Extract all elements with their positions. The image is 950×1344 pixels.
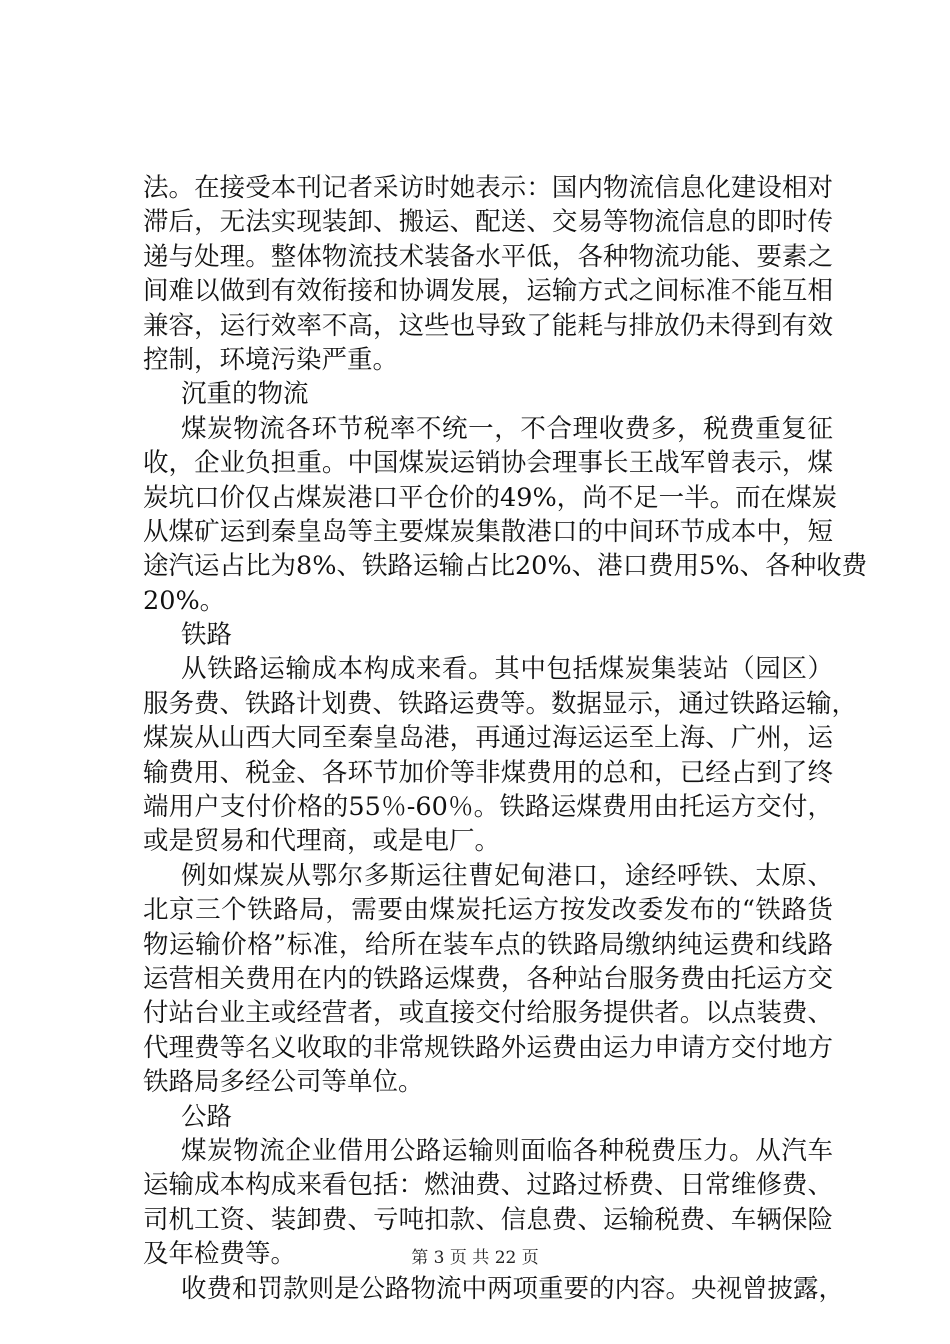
body-text-line: 输费用、税金、各环节加价等非煤费用的总和，已经占到了终 bbox=[143, 757, 833, 788]
body-text-line: 煤炭物流各环节税率不统一，不合理收费多，税费重复征 bbox=[181, 413, 833, 444]
body-text-line: 从铁路运输成本构成来看。其中包括煤炭集装站（园区） bbox=[181, 654, 833, 685]
body-text-line: 北京三个铁路局，需要由煤炭托运方按发改委发布的“铁路货 bbox=[143, 895, 833, 926]
section-heading: 沉重的物流 bbox=[181, 379, 309, 410]
body-text-line: 或是贸易和代理商，或是电厂。 bbox=[143, 826, 501, 857]
body-text-line: 兼容，运行效率不高，这些也导致了能耗与排放仍未得到有效 bbox=[143, 310, 833, 341]
body-text-line: 司机工资、装卸费、亏吨扣款、信息费、运输税费、车辆保险 bbox=[143, 1204, 833, 1235]
body-text-line: 物运输价格”标准，给所在装车点的铁路局缴纳纯运费和线路 bbox=[143, 929, 833, 960]
body-text-line: 递与处理。整体物流技术装备水平低，各种物流功能、要素之 bbox=[143, 241, 833, 272]
body-text-line: 例如煤炭从鄂尔多斯运往曹妃甸港口，途经呼铁、太原、 bbox=[181, 860, 833, 891]
document-body bbox=[143, 171, 868, 1306]
body-text-line: 法。在接受本刊记者采访时她表示：国内物流信息化建设相对 bbox=[143, 173, 833, 203]
body-text-line: 运输成本构成来看包括：燃油费、过路过桥费、日常维修费、 bbox=[143, 1170, 833, 1201]
body-text-line: 煤炭物流企业借用公路运输则面临各种税费压力。从汽车 bbox=[181, 1135, 833, 1166]
body-text-line: 及年检费等。 bbox=[143, 1239, 297, 1270]
body-text-line: 控制，环境污染严重。 bbox=[143, 344, 399, 375]
body-text-line: 炭坑口价仅占煤炭港口平仓价的49%，尚不足一半。而在煤炭 bbox=[143, 482, 838, 513]
body-text-line: 付站台业主或经营者，或直接交付给服务提供者。以点装费、 bbox=[143, 998, 833, 1029]
body-text-line: 间难以做到有效衔接和协调发展，运输方式之间标准不能互相 bbox=[143, 276, 833, 307]
body-text-line: 从煤矿运到秦皇岛等主要煤炭集散港口的中间环节成本中，短 bbox=[143, 516, 833, 547]
body-text-line: 运营相关费用在内的铁路运煤费，各种站台服务费由托运方交 bbox=[143, 963, 833, 994]
body-text-line: 收，企业负担重。中国煤炭运销协会理事长王战军曾表示，煤 bbox=[143, 448, 833, 479]
body-text-line: 服务费、铁路计划费、铁路运费等。数据显示，通过铁路运输， bbox=[143, 688, 858, 719]
body-text-line: 端用户支付价格的55％-60％。铁路运煤费用由托运方交付， bbox=[143, 792, 833, 823]
body-text-line: 途汽运占比为8%、铁路运输占比20%、港口费用5%、各种收费 bbox=[143, 551, 868, 582]
section-heading: 公路 bbox=[181, 1101, 233, 1132]
body-text-line: 20%。 bbox=[143, 585, 226, 616]
page-footer: 第 3 页 共 22 页 bbox=[411, 1248, 539, 1268]
body-text-line: 滞后，无法实现装卸、搬运、配送、交易等物流信息的即时传 bbox=[143, 207, 833, 238]
section-heading: 铁路 bbox=[181, 620, 233, 651]
body-text-line: 铁路局多经公司等单位。 bbox=[143, 1067, 424, 1098]
body-text-line: 代理费等名义收取的非常规铁路外运费由运力申请方交付地方 bbox=[143, 1032, 833, 1063]
body-text-line: 收费和罚款则是公路物流中两项重要的内容。央视曾披露， bbox=[181, 1273, 845, 1304]
body-text-line: 煤炭从山西大同至秦皇岛港，再通过海运运至上海、广州，运 bbox=[143, 723, 833, 754]
